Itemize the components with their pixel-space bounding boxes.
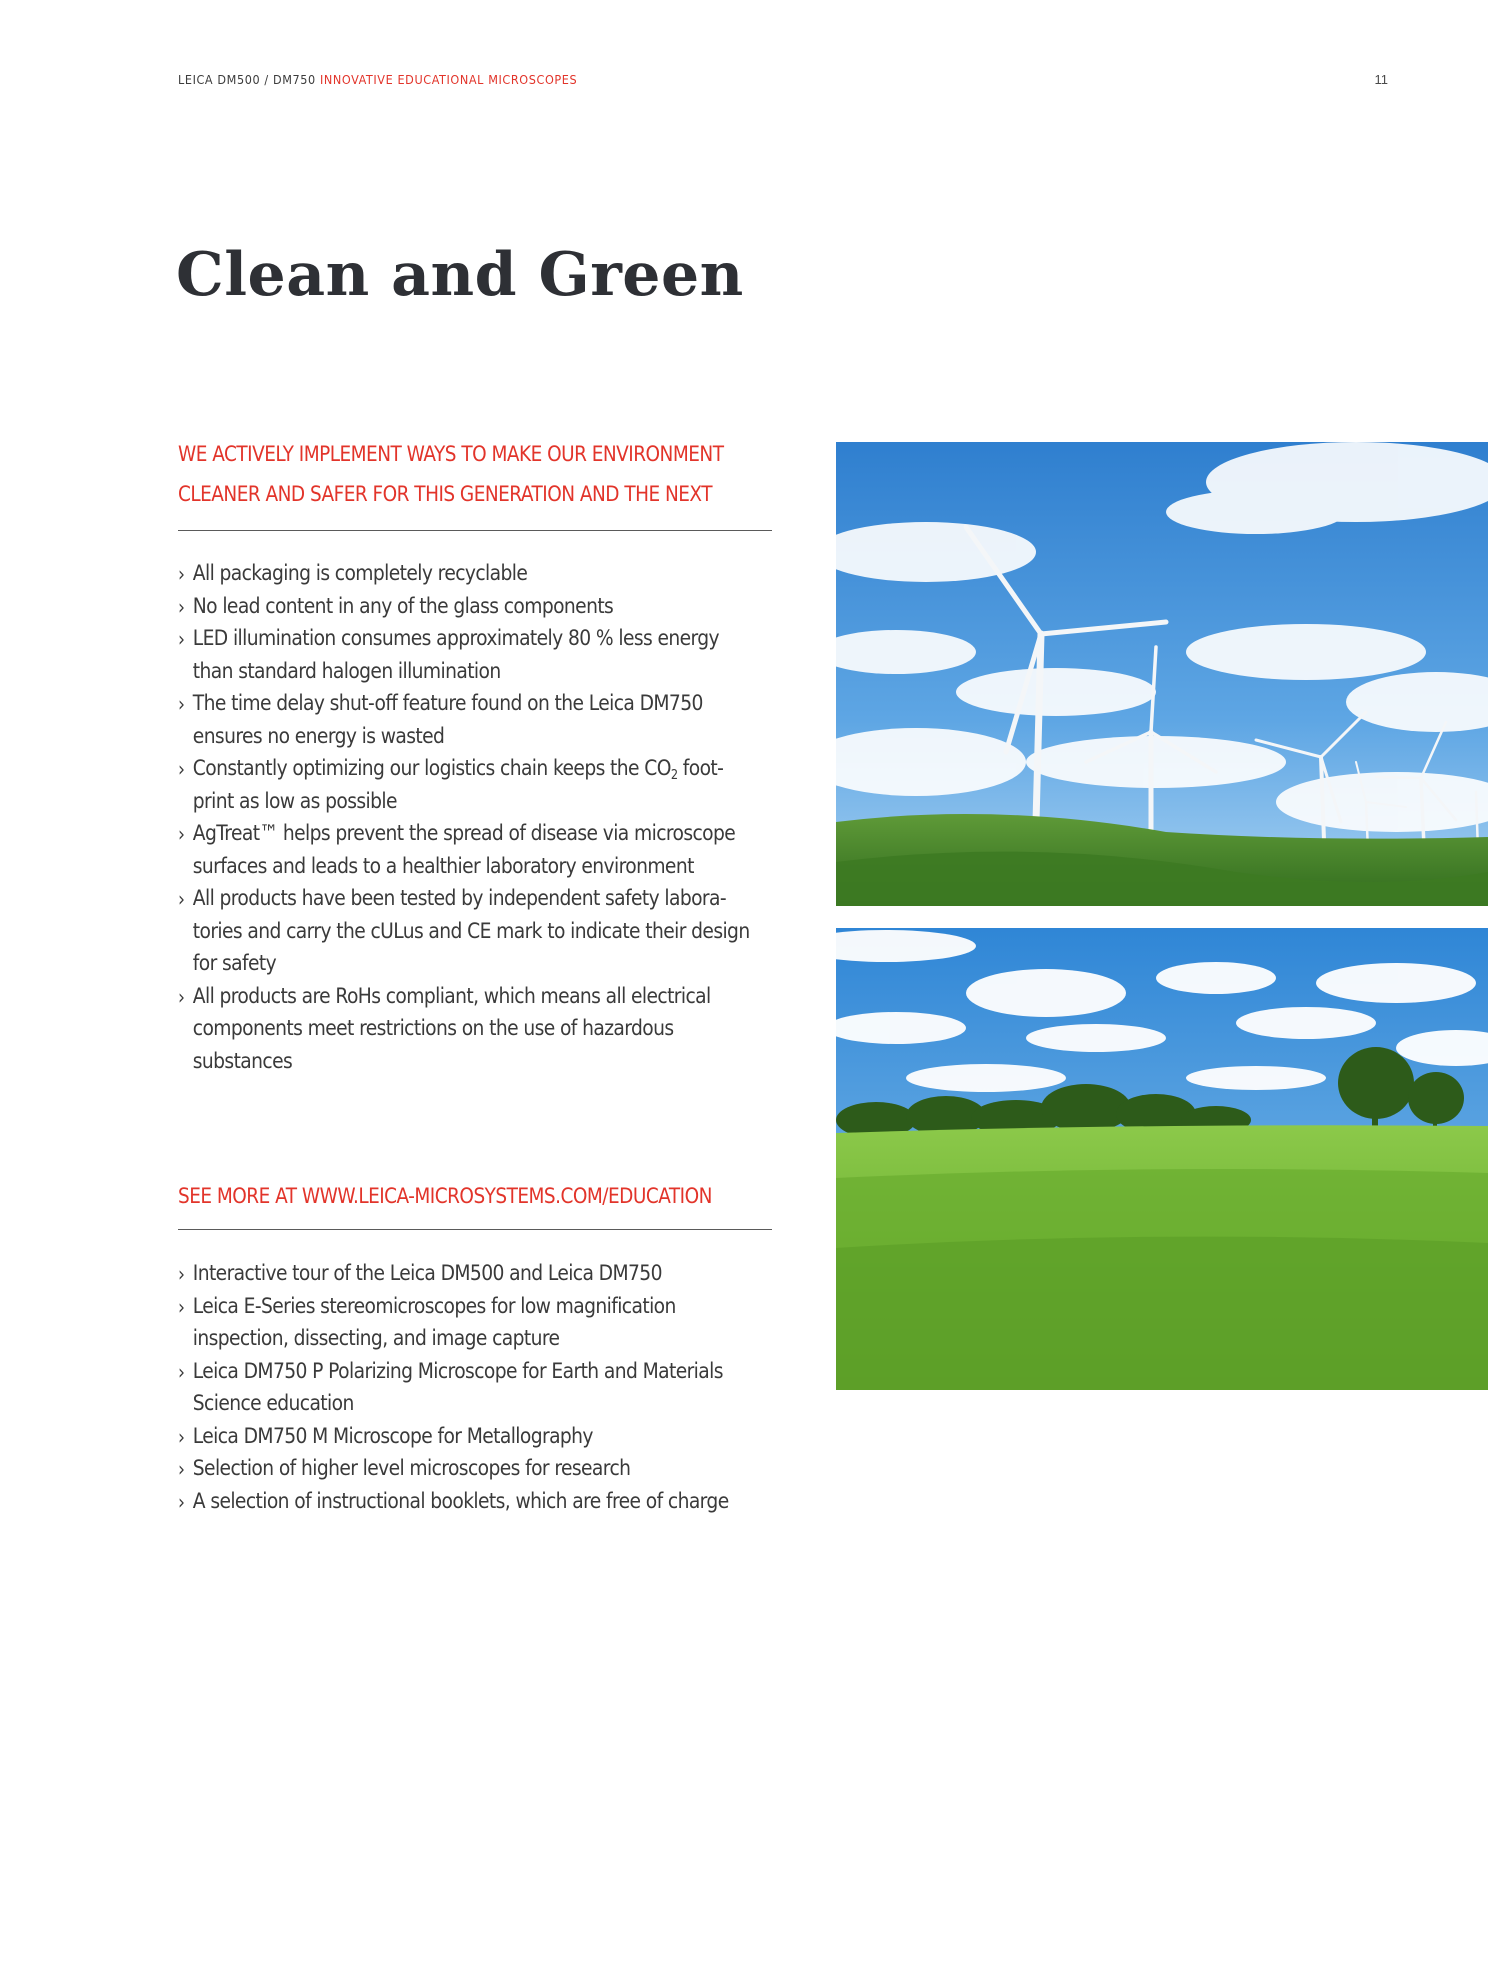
list-item-text: substances xyxy=(192,1048,293,1074)
header-product: LEICA DM500 / DM750 xyxy=(178,72,316,87)
bullet-glyph: › xyxy=(178,822,185,846)
running-header xyxy=(178,72,1390,92)
list-item-text: All products are RoHs compliant, which means all electrical xyxy=(192,983,711,1009)
wind-turbines-photo xyxy=(836,442,1488,906)
list-item-text: Leica E-Series stereomicroscopes for low magnification xyxy=(192,1293,676,1319)
list-item-text: AgTreat™ helps prevent the spread of disease via microscope xyxy=(192,821,736,846)
bullet-glyph: › xyxy=(178,1424,185,1449)
list-item-text: surfaces and leads to a healthier laboratory environment xyxy=(192,853,694,879)
list-item xyxy=(178,883,802,981)
list-item xyxy=(178,1291,802,1356)
list-item-text: No lead content in any of the glass components xyxy=(192,593,614,619)
list-item-text: Constantly optimizing our logistics chain keeps the CO xyxy=(192,756,671,781)
wind-turbines-illustration xyxy=(836,442,1488,906)
list-item-text: for safety xyxy=(192,951,277,976)
list-item xyxy=(178,981,802,1079)
list-item-text: LED illumination consumes approximately 80 % less energy xyxy=(192,626,719,651)
bullet-glyph: › xyxy=(178,1294,185,1319)
bullet-glyph: › xyxy=(178,1489,185,1514)
bullet-glyph: › xyxy=(178,594,185,619)
list-item-text: components meet restrictions on the use of hazardous xyxy=(192,1016,674,1041)
page-title: Clean and Green xyxy=(176,240,744,310)
list-item-text: A selection of instructional booklets, which are free of charge xyxy=(192,1488,729,1514)
list-item-text: inspection, dissecting, and image capture xyxy=(192,1326,560,1351)
list-item-text: ensures no energy is wasted xyxy=(192,723,445,749)
heading-line: SEE MORE AT WWW.LEICA-MICROSYSTEMS.COM/EDUCATION xyxy=(178,1184,712,1208)
page-number: 11 xyxy=(1374,72,1388,87)
list-item xyxy=(178,688,802,753)
bullet-glyph: › xyxy=(178,887,185,911)
section-divider xyxy=(178,1229,772,1230)
bullet-glyph: › xyxy=(178,627,185,651)
list-item xyxy=(178,1421,802,1454)
list-item-text: Interactive tour of the Leica DM500 and Leica DM750 xyxy=(192,1261,662,1286)
list-item xyxy=(178,623,802,688)
list-item-text: Leica DM750 P Polarizing Microscope for Earth and Materials xyxy=(192,1358,723,1384)
section-heading-environment xyxy=(178,434,776,514)
list-item xyxy=(178,753,802,818)
list-item xyxy=(178,1486,802,1519)
heading-line: CLEANER AND SAFER FOR THIS GENERATION AND THE NEXT xyxy=(178,482,712,506)
header-tagline: INNOVATIVE EDUCATIONAL MICROSCOPES xyxy=(319,72,578,87)
list-item-text: print as low as possible xyxy=(192,788,397,814)
green-field-photo xyxy=(836,928,1488,1390)
list-item-text: All products have been tested by independent safety labora- xyxy=(192,886,727,911)
section-heading-see-more xyxy=(178,1176,776,1216)
bullet-glyph: › xyxy=(178,984,185,1009)
bullet-glyph: › xyxy=(178,1359,185,1384)
environment-list xyxy=(178,558,788,1078)
bullet-glyph: › xyxy=(178,1262,185,1286)
list-item-text: tories and carry the cULus and CE mark to indicate their design xyxy=(192,918,750,944)
heading-line: WE ACTIVELY IMPLEMENT WAYS TO MAKE OUR ENVIRONMENT xyxy=(178,442,724,466)
bullet-glyph: › xyxy=(178,562,185,586)
section-divider xyxy=(178,530,772,531)
green-field-illustration xyxy=(836,928,1488,1390)
list-item-text: than standard halogen illumination xyxy=(192,658,501,684)
list-item xyxy=(178,591,802,624)
see-more-list xyxy=(178,1258,788,1518)
list-item xyxy=(178,1356,802,1421)
list-item-text: Science education xyxy=(192,1391,354,1416)
bullet-glyph: › xyxy=(178,1457,185,1481)
list-item xyxy=(178,1258,802,1291)
list-item-text: Leica DM750 M Microscope for Metallography xyxy=(192,1423,593,1449)
list-item-text: foot- xyxy=(677,756,724,781)
list-item xyxy=(178,558,802,591)
list-item-text: All packaging is completely recyclable xyxy=(192,561,528,586)
list-item xyxy=(178,818,802,883)
bullet-glyph: › xyxy=(178,692,185,716)
list-item xyxy=(178,1453,802,1486)
list-item-text: Selection of higher level microscopes for research xyxy=(192,1456,631,1481)
list-item-text: The time delay shut-off feature found on the Leica DM750 xyxy=(192,691,703,716)
subscript: 2 xyxy=(670,768,678,783)
bullet-glyph: › xyxy=(178,757,185,781)
